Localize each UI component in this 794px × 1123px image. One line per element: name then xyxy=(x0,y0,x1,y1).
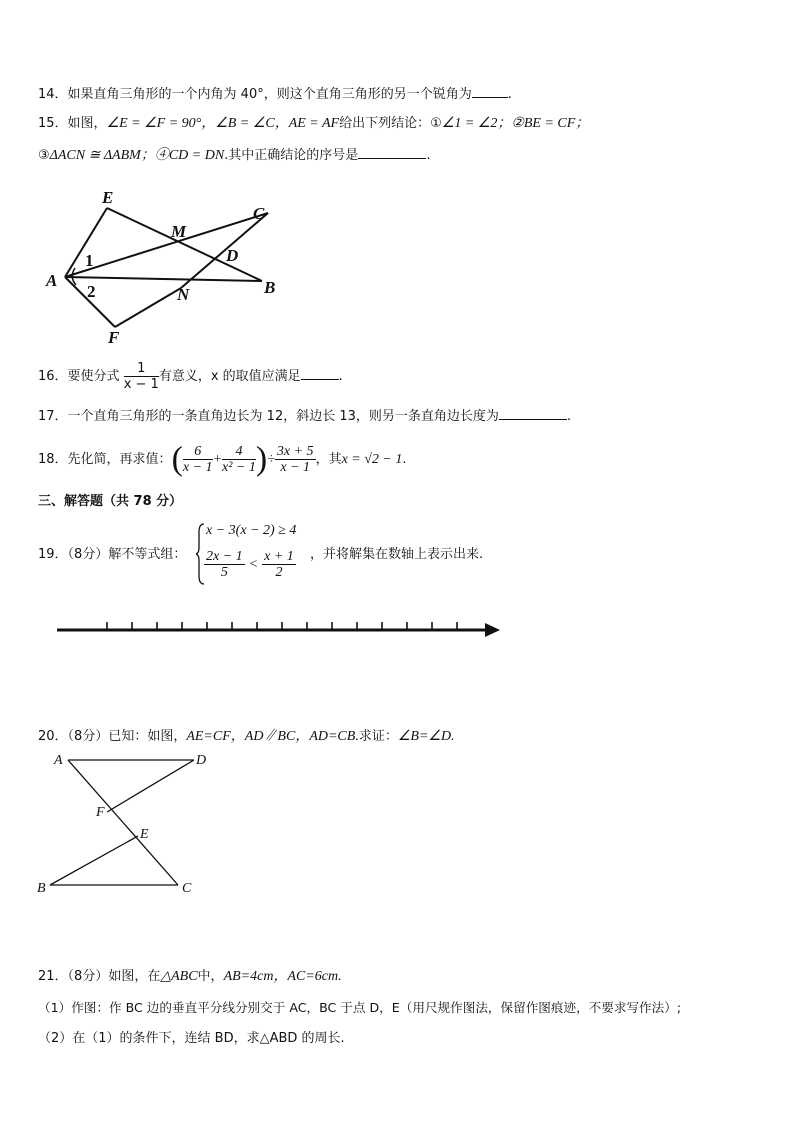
segment-ac xyxy=(65,213,268,277)
question-number: 20． xyxy=(38,729,68,744)
math-expression: ∠B=∠D. xyxy=(397,729,455,744)
fraction-numerator: x + 1 xyxy=(264,549,294,564)
less-than-sign: < xyxy=(248,557,259,572)
question-14 xyxy=(38,83,512,105)
question-text: 如果直角三角形的一个内角为 40°，则这个直角三角形的另一个锐角为 xyxy=(67,87,472,102)
question-number: 17． xyxy=(38,409,68,424)
label-angle-1: 1 xyxy=(85,251,94,270)
fraction xyxy=(275,444,316,475)
figure-20 xyxy=(34,750,224,900)
left-paren: ( xyxy=(171,440,183,478)
question-text: 中， xyxy=(197,969,224,984)
question-16 xyxy=(38,360,343,394)
period: . xyxy=(338,369,343,384)
math-expression: AE=CF，AD∥BC，AD=CB. xyxy=(186,729,359,744)
answer-blank xyxy=(301,365,339,380)
fraction-denominator: x² − 1 xyxy=(222,460,256,475)
fraction xyxy=(222,444,256,475)
question-text: （8分）已知：如图， xyxy=(67,729,187,744)
question-number: 16． xyxy=(38,369,68,384)
math-expression: ΔACN ≅ ΔABM；④CD = DN xyxy=(49,148,225,163)
segment-df xyxy=(107,760,194,812)
fraction-numerator: 6 xyxy=(183,444,213,460)
question-text: ，其 xyxy=(315,452,342,467)
question-text: .其中正确结论的序号是 xyxy=(224,148,359,163)
fraction-denominator: x − 1 xyxy=(123,377,159,392)
answer-blank xyxy=(358,144,426,159)
label-b: B xyxy=(37,881,46,896)
question-number: 15． xyxy=(38,116,68,131)
fraction-denominator: x − 1 xyxy=(280,460,311,475)
segment-eb xyxy=(107,208,262,281)
label-e: E xyxy=(140,827,149,842)
fraction xyxy=(183,444,213,475)
fraction-numerator: 3x + 5 xyxy=(276,444,314,459)
label-a: A xyxy=(54,753,63,768)
number-line xyxy=(55,617,505,641)
period: . xyxy=(402,452,407,467)
period: . xyxy=(426,148,431,163)
math-expression: ∠E = ∠F = 90°，∠B = ∠C，AE = AF xyxy=(106,116,340,131)
question-text: （8分）解不等式组： xyxy=(67,547,187,562)
math-expression: x = √2 − 1 xyxy=(341,452,403,467)
question-text: 求证： xyxy=(358,729,398,744)
question-number: 19． xyxy=(38,547,68,562)
period: . xyxy=(566,409,572,424)
math-expression: △ABC xyxy=(160,969,198,984)
segment-nf xyxy=(115,288,181,327)
figure-15 xyxy=(40,185,290,350)
math-expression: AB=4cm，AC=6cm. xyxy=(223,969,342,984)
question-text: ③ xyxy=(38,148,50,163)
label-m: M xyxy=(171,222,187,241)
question-text: 要使分式 xyxy=(67,369,120,384)
question-19-tail: ，并将解集在数轴上表示出来. xyxy=(310,547,484,562)
label-d: D xyxy=(226,246,239,265)
question-15-line-2 xyxy=(38,144,430,166)
label-f: F xyxy=(96,805,105,820)
inequality-2 xyxy=(204,545,296,585)
answer-blank xyxy=(472,83,508,98)
segment-be xyxy=(50,836,138,885)
label-a: A xyxy=(46,271,58,290)
division-sign: ÷ xyxy=(267,452,275,467)
label-f: F xyxy=(108,328,120,347)
question-text: 一个直角三角形的一条直角边长为 12，斜边长 13，则另一条直角边长度为 xyxy=(67,409,499,424)
question-number: 21． xyxy=(38,969,68,984)
question-number: 18． xyxy=(38,452,68,467)
right-paren: ) xyxy=(255,440,268,478)
question-21-part-2: （2）在（1）的条件下，连结 BD，求△ABD 的周长. xyxy=(38,1031,345,1046)
fraction-numerator: 4 xyxy=(222,444,256,460)
fraction-numerator: 1 xyxy=(124,361,159,377)
fraction xyxy=(124,361,159,392)
question-17 xyxy=(38,405,571,427)
math-expression: ∠1 = ∠2；②BE = CF； xyxy=(441,116,590,131)
section-title: 三、解答题（共 78 分） xyxy=(38,494,183,509)
question-21 xyxy=(38,967,342,987)
fraction-denominator: 5 xyxy=(220,565,228,580)
answer-blank xyxy=(499,405,567,420)
label-e: E xyxy=(102,188,114,207)
fraction-denominator: 2 xyxy=(275,565,283,580)
inequality-1: x − 3(x − 2) ≥ 4 xyxy=(206,523,297,538)
question-text: （8分）如图，在 xyxy=(67,969,161,984)
question-text: 有意义，x 的取值应满足 xyxy=(158,369,301,384)
label-d: D xyxy=(196,753,207,768)
question-number: 14． xyxy=(38,87,68,102)
period: . xyxy=(507,87,512,102)
label-angle-2: 2 xyxy=(87,282,96,301)
label-c: C xyxy=(182,881,192,896)
question-text: 给出下列结论：① xyxy=(339,116,442,131)
fraction-denominator: x − 1 xyxy=(182,460,213,475)
fraction xyxy=(262,549,296,580)
label-n: N xyxy=(177,285,190,304)
plus-sign: + xyxy=(212,452,223,467)
question-text: 先化简，再求值： xyxy=(67,452,172,467)
label-c: C xyxy=(253,204,265,223)
question-19-lead xyxy=(38,545,186,565)
arrow-head-icon xyxy=(485,623,500,637)
label-b: B xyxy=(264,278,276,297)
question-text: 如图， xyxy=(67,116,107,131)
question-18 xyxy=(38,440,407,480)
question-20 xyxy=(38,727,455,747)
fraction xyxy=(204,549,245,580)
fraction-numerator: 2x − 1 xyxy=(206,549,243,564)
segment-ab xyxy=(65,277,262,281)
question-21-part-1: （1）作图：作 BC 边的垂直平分线分别交于 AC，BC 于点 D，E（用尺规作图法，保留作图痕迹，不要求写作法）; xyxy=(38,1000,682,1015)
question-15-line-1 xyxy=(38,114,589,134)
